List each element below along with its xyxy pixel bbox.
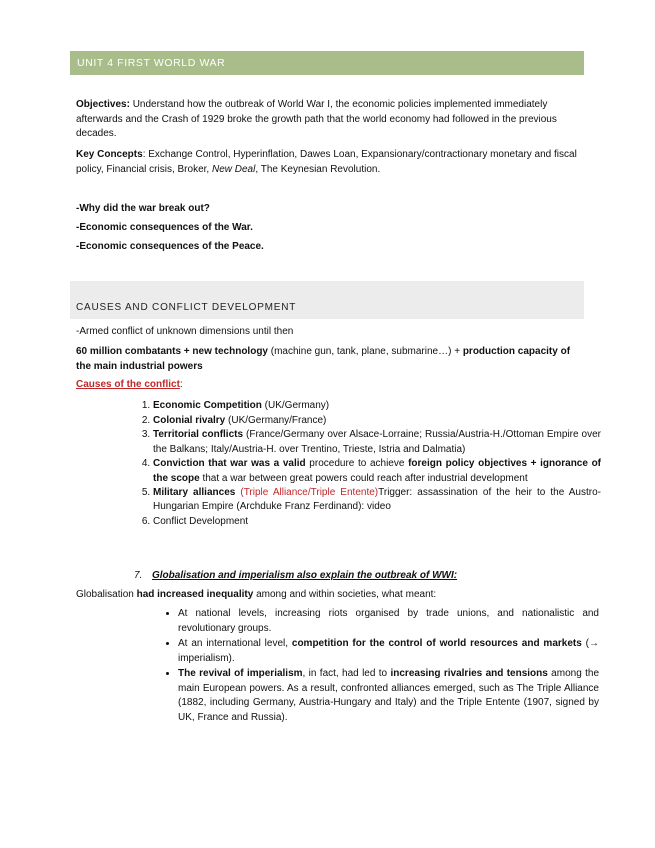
bullet-text-2: (→ imperialism). bbox=[178, 638, 599, 664]
cause-bold: Conviction that war was a valid bbox=[153, 458, 306, 470]
question-consequences-peace: -Economic consequences of the Peace. bbox=[76, 241, 264, 252]
bullet-international-level bbox=[178, 637, 599, 666]
bullet-bold-2: increasing rivalries and tensions bbox=[390, 668, 548, 679]
objectives-paragraph bbox=[76, 98, 584, 142]
cause-territorial-conflicts bbox=[153, 428, 601, 456]
cause-economic-competition bbox=[153, 399, 601, 413]
cause-bold: Military alliances bbox=[153, 487, 236, 499]
key-concepts-text-b: , The Keynesian Revolution. bbox=[255, 163, 381, 175]
bullet-text: At an international level, bbox=[178, 638, 292, 649]
objectives-label: Objectives: bbox=[76, 99, 130, 110]
causes-heading: Causes of the conflict bbox=[76, 379, 180, 390]
cause-bold: Economic Competition bbox=[153, 400, 262, 411]
unit-title-bar bbox=[70, 51, 584, 75]
combatants-paragraph bbox=[76, 345, 584, 374]
cause-text: (UK/Germany/France) bbox=[225, 414, 327, 426]
combatants-normal: (machine gun, tank, plane, submarine…) + bbox=[267, 346, 463, 357]
cause-military-alliances bbox=[153, 486, 601, 514]
causes-heading-colon: : bbox=[179, 379, 183, 390]
objectives-text: Understand how the outbreak of World War I, the economic policies implemented immediately afterwards and the Crash of 1929 broke the growth path that the world economy had followed in the previous decades. bbox=[76, 99, 557, 139]
item-7-number: 7. bbox=[134, 570, 143, 581]
cause-text: (UK/Germany) bbox=[261, 400, 330, 411]
cause-text-2: that a war between great powers could reach after industrial development bbox=[199, 472, 528, 484]
causes-heading-line bbox=[76, 378, 584, 393]
bullet-text-2: among the main European powers. As a result, confronted alliances emerged, such as The Triple Alliance (1882, including Germany, Austria-Hungary and Italy) and the Triple Entente (1907, signed by UK, France and Russia). bbox=[178, 668, 600, 723]
cause-text: procedure to achieve bbox=[305, 458, 409, 470]
bullet-text: , in fact, had led to bbox=[302, 668, 391, 679]
globalisation-text-b: among and within societies, what meant: bbox=[253, 589, 437, 600]
cause-alliances-red: (Triple Alliance/Triple Entente) bbox=[235, 487, 379, 499]
cause-bold: Colonial rivalry bbox=[153, 414, 226, 426]
combatants-bold-a: 60 million combatants + new technology bbox=[76, 346, 268, 357]
armed-conflict-text: -Armed conflict of unknown dimensions until then bbox=[76, 326, 294, 337]
globalisation-text-a: Globalisation bbox=[76, 589, 137, 600]
question-why-war: -Why did the war break out? bbox=[76, 203, 210, 214]
globalisation-paragraph bbox=[76, 588, 584, 603]
item-7-text: Globalisation and imperialism also explain the outbreak of WWI: bbox=[152, 570, 458, 581]
section-title: CAUSES AND CONFLICT DEVELOPMENT bbox=[76, 302, 297, 313]
bullet-national-levels bbox=[178, 607, 599, 636]
bullet-text: At national levels, increasing riots organised by trade unions, and nationalistic and revolutionary groups. bbox=[178, 608, 599, 634]
globalisation-bullets bbox=[158, 607, 599, 726]
cause-text: Conflict Development bbox=[153, 516, 249, 528]
bullet-bold: competition for the control of world resources and markets bbox=[291, 638, 582, 649]
section-title-bar bbox=[70, 281, 584, 319]
key-concepts-paragraph bbox=[76, 148, 584, 177]
cause-text: (France/Germany over Alsace-Lorraine; Russia/Austria-H./Ottoman Empire over the Balkans; Italy/Austria-H. over Trentino, Trieste, Istria and Dalmatia) bbox=[153, 429, 601, 455]
unit-title: UNIT 4 FIRST WORLD WAR bbox=[77, 57, 226, 69]
globalisation-bold: had increased inequality bbox=[136, 589, 254, 600]
cause-conviction bbox=[153, 457, 601, 485]
combatants-bold-b: production capacity of the main industrial powers bbox=[76, 346, 571, 372]
question-consequences-war: -Economic consequences of the War. bbox=[76, 222, 253, 233]
cause-bold: Territorial conflicts bbox=[153, 429, 244, 441]
bullet-bold: The revival of imperialism bbox=[178, 668, 303, 679]
item-7-heading bbox=[134, 569, 574, 583]
bullet-revival-imperialism bbox=[178, 667, 599, 725]
cause-bold-2: foreign policy objectives + ignorance of the scope bbox=[153, 458, 602, 484]
cause-conflict-development bbox=[153, 515, 601, 529]
cause-colonial-rivalry bbox=[153, 414, 601, 428]
causes-list bbox=[132, 399, 601, 530]
cause-text: Trigger: assassination of the heir to the Austro-Hungarian Empire (Archduke Franz Ferdinand): video bbox=[153, 487, 601, 513]
key-concepts-text-a: : Exchange Control, Hyperinflation, Dawes Loan, Expansionary/contractionary monetary and fiscal policy, Financial crisis, Broker, bbox=[76, 149, 577, 175]
key-concepts-new-deal: New Deal bbox=[211, 163, 256, 175]
key-concepts-label: Key Concepts bbox=[76, 149, 143, 160]
